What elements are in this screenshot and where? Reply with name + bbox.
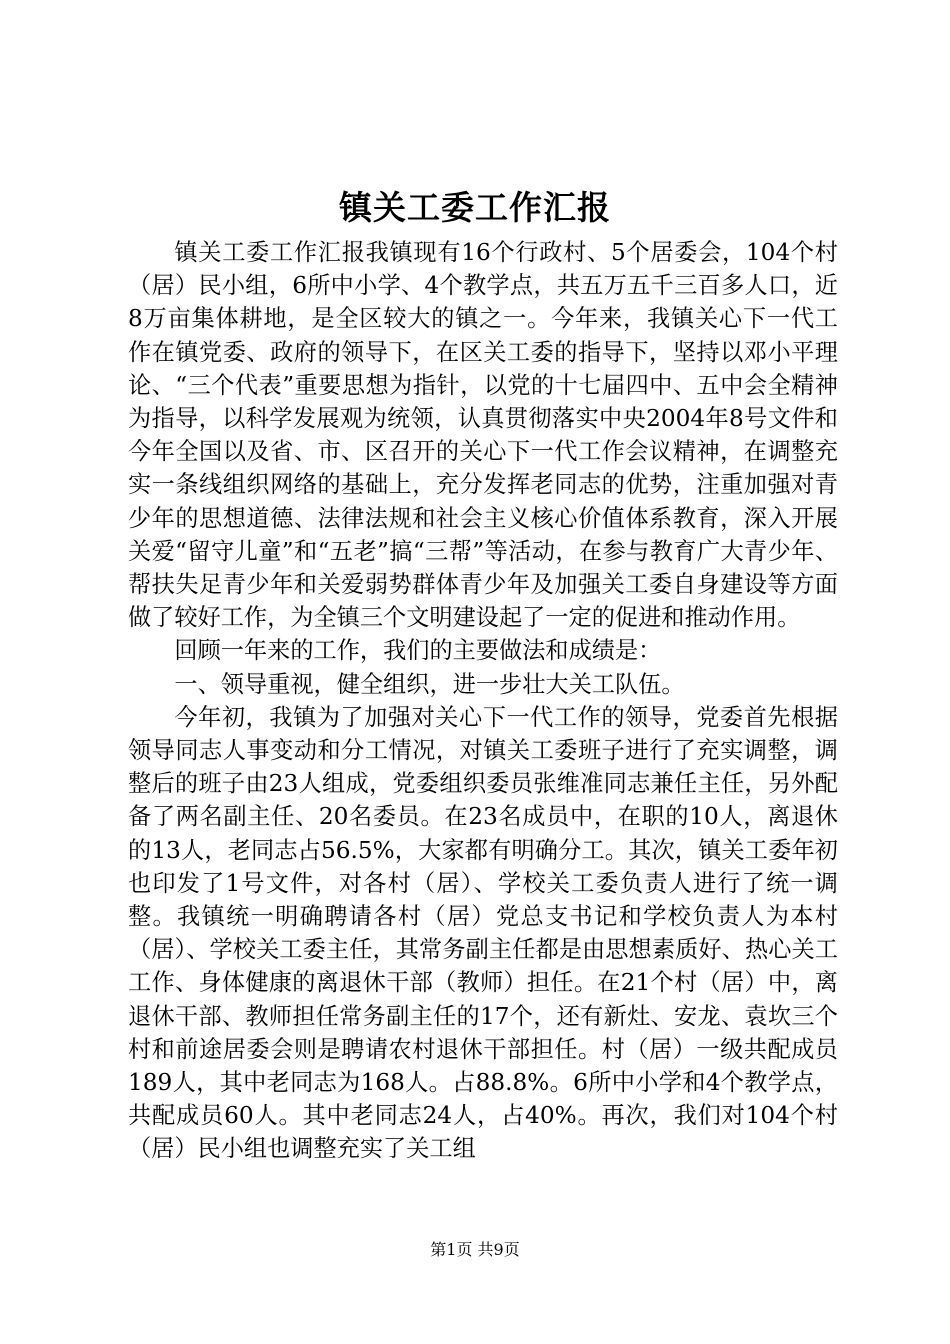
document-body (128, 236, 838, 1166)
section-heading: 一、领导重视，健全组织，进一步壮大关工队伍。 (174, 670, 685, 698)
page-number-footer: 第1页 共9页 (430, 1240, 520, 1259)
paragraph: 镇关工委工作汇报我镇现有16个行政村、5个居委会，104个村（居）民小组，6所中小学、4个教学点，共五万五千三百多人口，近8万亩集体耕地，是全区较大的镇之一。今年来，我镇关心下一代工作在镇党委、政府的领导下，在区关工委的指导下，坚持以邓小平理论、“三个代表”重要思想为指针，以党的十七届四中、五中会全精神为指导，以科学发展观为统领，认真贯彻落实中央2004年8号文件和今年全国以及省、市、区召开的关心下一代工作会议精神，在调整充实一条线组织网络的基础上，充分发挥老同志的优势，注重加强对青少年的思想道德、法律法规和社会主义核心价值体系教育，深入开展关爱“留守儿童”和“五老”搞“三帮”等活动，在参与教育广大青少年、帮扶失足青少年和关爱弱势群体青少年及加强关工委自身建设等方面做了较好工作，为全镇三个文明建设起了一定的促进和推动作用。 (128, 239, 838, 632)
paragraph: 今年初，我镇为了加强对关心下一代工作的领导，党委首先根据领导同志人事变动和分工情况，对镇关工委班子进行了充实调整，调整后的班子由23人组成，党委组织委员张维准同志兼任主任，另外配备了两名副主任、20名委员。在23名成员中，在职的10人，离退休的13人，老同志占56.5%，大家都有明确分工。其次，镇关工委年初也印发了1号文件，对各村（居）、学校关工委负责人进行了统一调整。我镇统一明确聘请各村（居）党总支书记和学校负责人为本村（居）、学校关工委主任，其常务副主任都是由思想素质好、热心关工工作、身体健康的离退休干部（教师）担任。在21个村（居）中，离退休干部、教师担任常务副主任的17个，还有新灶、安龙、袁坎三个村和前途居委会则是聘请农村退休干部担任。村（居）一级共配成员189人，其中老同志为168人。占88.8%。6所中小学和4个教学点，共配成员60人。其中老同志24人，占40%。再次，我们对104个村（居）民小组也调整充实了关工组 (128, 703, 838, 1163)
paragraph: 回顾一年来的工作，我们的主要做法和成绩是： (174, 637, 662, 665)
document-title: 镇关工委工作汇报 (339, 188, 611, 227)
